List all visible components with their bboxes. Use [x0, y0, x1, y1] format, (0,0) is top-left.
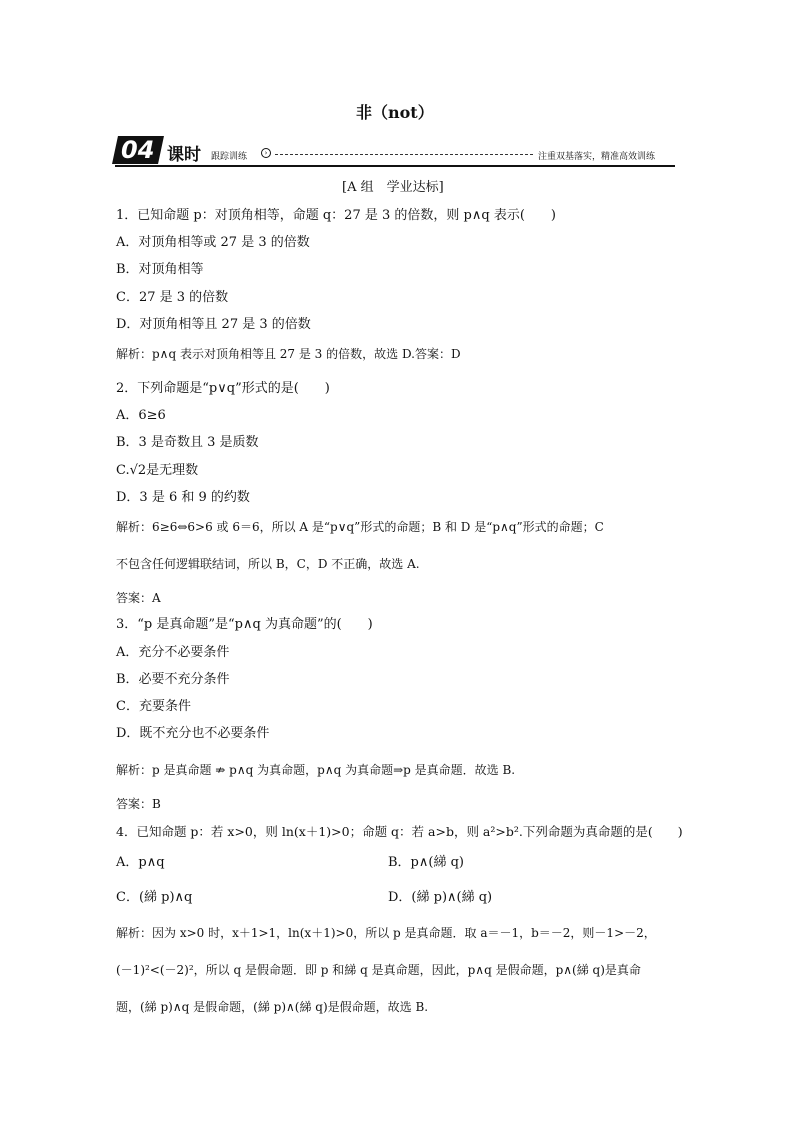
q4-analysis-line2: (－1)²<(－2)²，所以 q 是假命题．即 p 和綈 q 是真命题，因此，p∧q 是假命题，p∧(綈 q)是真命 [116, 963, 641, 977]
q4-option-b: B．p∧(綈 q) [388, 855, 464, 870]
page-title: 非（not） [356, 103, 434, 122]
banner-underline [115, 165, 675, 167]
q3-option-a: A．充分不必要条件 [116, 645, 230, 660]
q3-stem: 3．“p 是真命题”是“p∧q 为真命题”的( ) [116, 617, 373, 632]
q4-option-a: A．p∧q [116, 855, 165, 870]
banner-subtitle: 跟踪训练 [211, 152, 248, 162]
q3-option-d: D．既不充分也不必要条件 [116, 726, 270, 741]
q3-option-c: C．充要条件 [116, 699, 191, 714]
q4-analysis-line1: 解析：因为 x>0 时，x＋1>1，ln(x＋1)>0，所以 p 是真命题．取 a＝－1，b＝－2，则－1>－2， [116, 926, 656, 940]
banner-number: 04 [121, 136, 155, 164]
q1-option-a: A．对顶角相等或 27 是 3 的倍数 [116, 235, 310, 250]
q2-option-b: B．3 是奇数且 3 是质数 [116, 435, 259, 450]
q4-stem: 4．已知命题 p：若 x>0，则 ln(x＋1)>0；命题 q：若 a>b，则 a²>b².下列命题为真命题的是( ) [116, 824, 683, 839]
q1-option-b: B．对顶角相等 [116, 262, 204, 277]
q2-analysis-line2: 不包含任何逻辑联结词，所以 B，C，D 不正确，故选 A. [116, 557, 420, 571]
q4-option-d: D．(綈 p)∧(綈 q) [388, 890, 493, 905]
q2-answer: 答案：A [116, 591, 161, 605]
q3-answer: 答案：B [116, 797, 161, 811]
circle-arrow-icon: › [261, 148, 271, 158]
banner-dashed-rule [275, 154, 533, 155]
q2-option-d: D．3 是 6 和 9 的约数 [116, 490, 250, 505]
q1-analysis: 解析：p∧q 表示对顶角相等且 27 是 3 的倍数，故选 D.答案：D [116, 347, 461, 361]
banner-slogan: 注重双基落实，精准高效训练 [538, 152, 656, 162]
q4-option-c: C．(綈 p)∧q [116, 890, 193, 905]
group-heading: [A 组 学业达标] [342, 180, 444, 195]
q4-analysis-line3: 题，(綈 p)∧q 是假命题，(綈 p)∧(綈 q)是假命题，故选 B. [116, 1000, 429, 1014]
q3-option-b: B．必要不充分条件 [116, 672, 230, 687]
q2-analysis-line1: 解析：6≥6⇔6>6 或 6＝6，所以 A 是“p∨q”形式的命题；B 和 D 是“p∧q”形式的命题；C [116, 520, 604, 534]
banner-word: 课时 [167, 145, 201, 165]
q3-analysis: 解析：p 是真命题 ⇏ p∧q 为真命题，p∧q 为真命题⇒p 是真命题．故选 B. [116, 763, 516, 777]
q1-option-c: C．27 是 3 的倍数 [116, 290, 229, 305]
q2-option-c: C.√2是无理数 [116, 463, 199, 478]
q1-stem: 1．已知命题 p：对顶角相等，命题 q：27 是 3 的倍数，则 p∧q 表示( ) [116, 208, 556, 223]
lesson-banner [115, 136, 675, 168]
q2-stem: 2．下列命题是“p∨q”形式的是( ) [116, 381, 330, 396]
q2-option-a: A．6≥6 [116, 408, 166, 423]
q1-option-d: D．对顶角相等且 27 是 3 的倍数 [116, 317, 311, 332]
